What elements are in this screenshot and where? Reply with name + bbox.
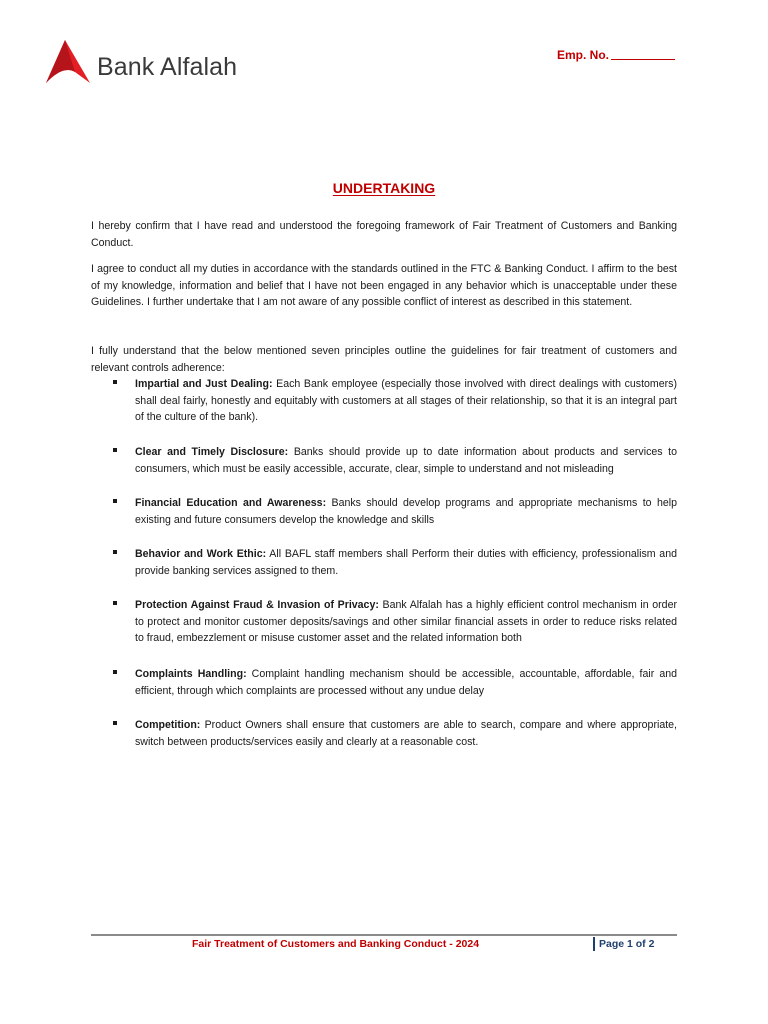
employee-number-blank-line — [611, 48, 675, 60]
employee-number-field — [557, 48, 675, 62]
footer-separator — [593, 937, 595, 951]
principle-title: Behavior and Work Ethic: — [135, 548, 267, 560]
principle-title: Financial Education and Awareness: — [135, 497, 327, 509]
principle-title: Impartial and Just Dealing: — [135, 378, 273, 390]
paragraph-text: I hereby confirm that I have read and understood the foregoing framework of Fair Treatment of Customers and Banking Conduct. — [91, 220, 677, 249]
principle-text: Banks should develop programs and appropriate mechanisms to help existing and future consumers develop the knowledge and skills — [135, 497, 677, 526]
principle-item — [91, 546, 677, 579]
principle-text: Bank Alfalah has a highly efficient control mechanism in order to protect and monitor customer deposits/savings and other similar financial assets in order to reduce risks related to fraud, embezzlement or misuse customer asset and the related information both — [135, 599, 677, 645]
principle-title: Clear and Timely Disclosure: — [135, 446, 289, 458]
principle-text: Complaint handling mechanism should be accessible, accountable, affordable, fair and efficient, through which complaints are processed without any undue delay — [135, 668, 678, 697]
principle-text: Each Bank employee (especially those involved with direct dealings with customers) shall deal fairly, honestly and equitably with customers at all stages of their relationship, so that it is an integral part of the culture of the bank). — [135, 378, 677, 424]
bullet-square-icon — [113, 721, 117, 725]
paragraph-text: I agree to conduct all my duties in accordance with the standards outlined in the FTC & Banking Conduct. I affirm to the best of my knowledge, information and belief that I have not been engaged in any behavior which is unacceptable under these Guidelines. I further undertake that I am not aware of any possible conflict of interest as described in this statement. — [91, 263, 677, 309]
bullet-square-icon — [113, 380, 117, 384]
paragraph-agreement — [91, 261, 677, 311]
logo-text: Bank Alfalah — [97, 52, 238, 81]
principle-item — [91, 597, 677, 647]
principle-item — [91, 495, 677, 528]
principle-text: Banks should provide up to date information about products and services to consumers, which must be easily accessible, accurate, clear, simple to understand and not misleading — [135, 446, 678, 475]
footer-divider — [91, 934, 677, 936]
principle-text: Product Owners shall ensure that customers are able to search, compare and where appropriate, switch between products/services easily and clearly at a reasonable cost. — [135, 719, 677, 748]
paragraph-principles-intro — [91, 343, 677, 376]
employee-number-label: Emp. No. — [557, 48, 610, 62]
page-number: Page 1 of 2 — [599, 938, 655, 950]
principle-title: Protection Against Fraud & Invasion of Privacy: — [135, 599, 379, 611]
bullet-square-icon — [113, 601, 117, 605]
bullet-square-icon — [113, 448, 117, 452]
principle-item — [91, 717, 677, 750]
bullet-square-icon — [113, 499, 117, 503]
bank-alfalah-logo-icon — [45, 39, 91, 85]
principle-item — [91, 444, 677, 477]
principle-text: All BAFL staff members shall Perform their duties with efficiency, professionalism and provide banking services assigned to them. — [135, 548, 677, 577]
footer-document-title: Fair Treatment of Customers and Banking Conduct - 2024 — [192, 938, 480, 950]
bullet-square-icon — [113, 550, 117, 554]
bullet-square-icon — [113, 670, 117, 674]
principle-item — [91, 666, 677, 699]
page-title: UNDERTAKING — [332, 180, 436, 196]
paragraph-confirmation — [91, 218, 677, 251]
principle-title: Competition: — [135, 719, 201, 731]
principle-item — [91, 376, 677, 426]
paragraph-text: I fully understand that the below mentioned seven principles outline the guidelines for fair treatment of customers and relevant controls adherence: — [91, 345, 677, 374]
principle-title: Complaints Handling: — [135, 668, 247, 680]
bank-logo — [45, 38, 237, 86]
